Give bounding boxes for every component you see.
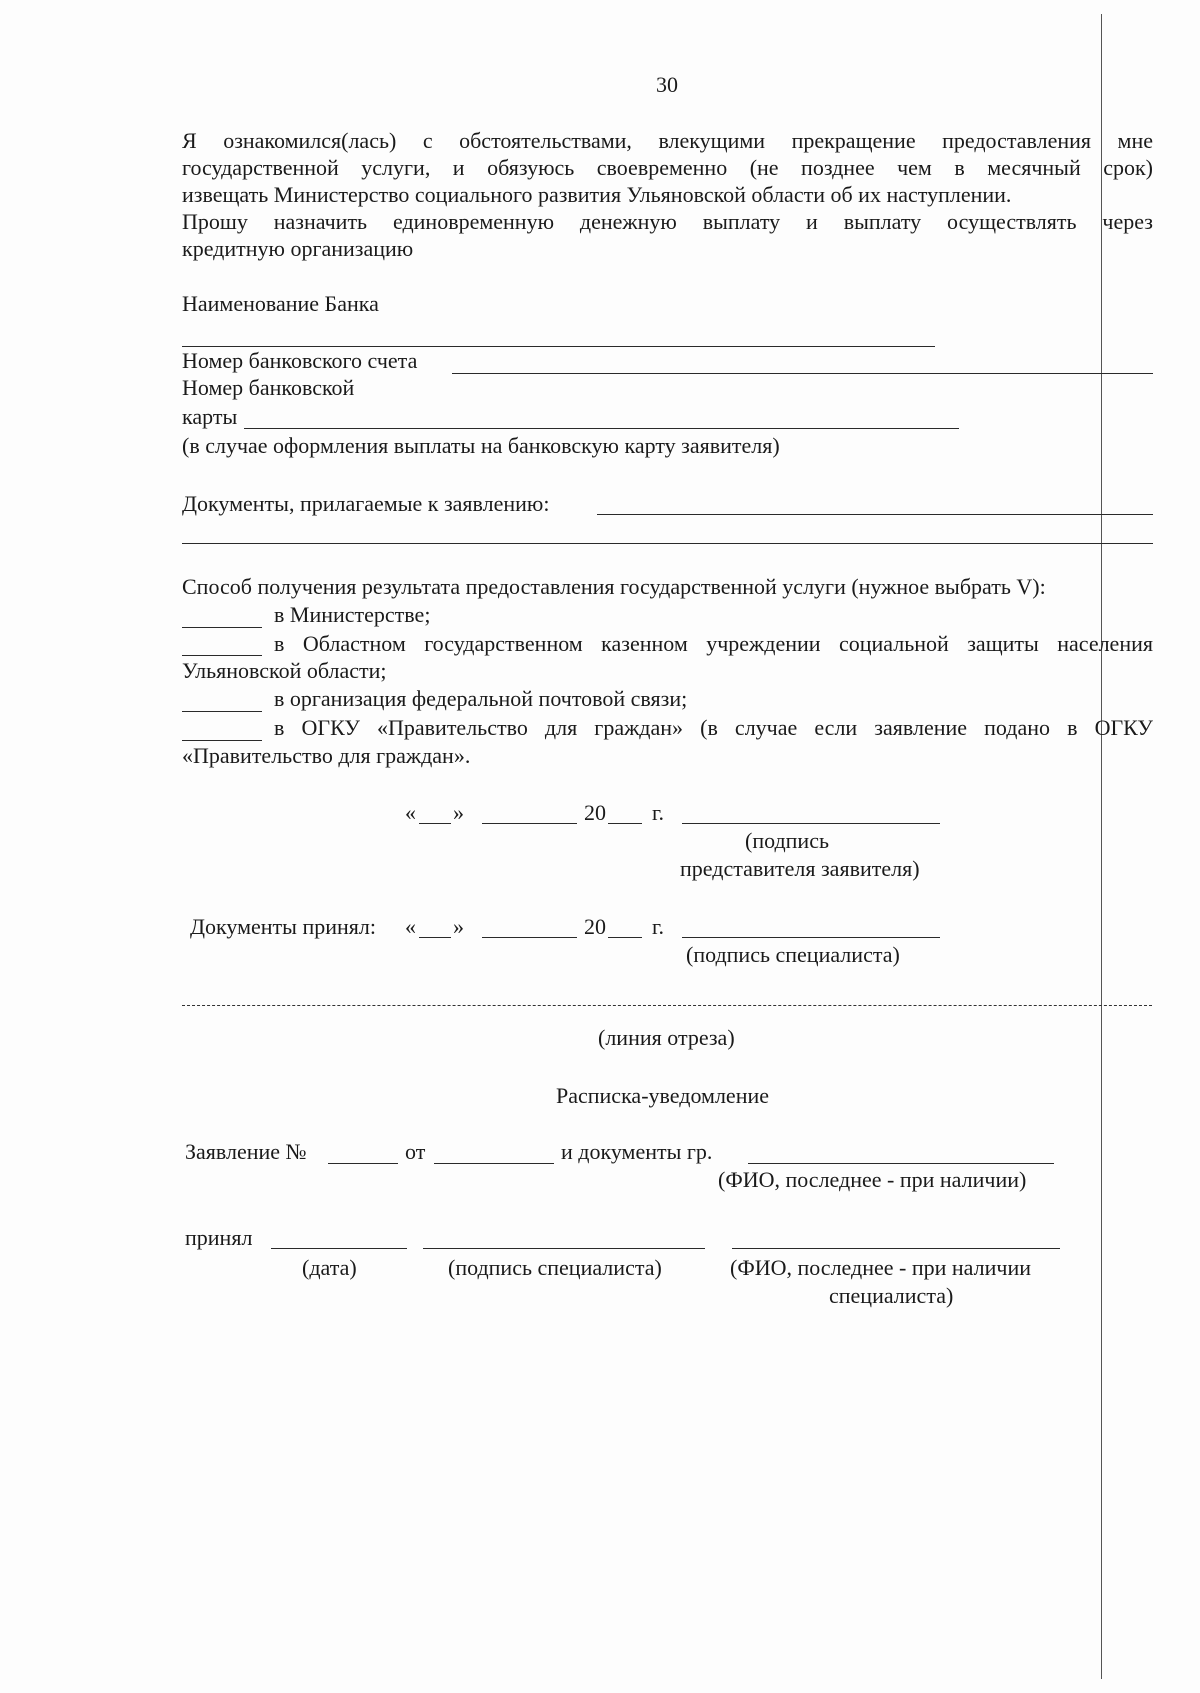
documents-label: Документы, прилагаемые к заявлению:	[182, 491, 550, 516]
intro-line-1: Я ознакомился(лась) с обстоятельствами, влекущими прекращение предоставления мне	[182, 128, 1153, 153]
intro-line-3: извещать Министерство социального развития Ульяновской области об их наступлении.	[182, 182, 1012, 207]
accepted-day-field[interactable]	[419, 937, 451, 938]
signature-field[interactable]	[682, 823, 940, 824]
signature-caption-2: представителя заявителя)	[680, 856, 920, 881]
method-option-2-checkfield[interactable]	[182, 655, 262, 656]
accepted-caption: (подпись специалиста)	[686, 942, 900, 967]
receipt-from-label: от	[405, 1139, 426, 1164]
signature-day-field[interactable]	[419, 823, 451, 824]
page-number: 30	[656, 72, 678, 97]
receipt-date-caption: (дата)	[302, 1255, 357, 1280]
bank-account-field[interactable]	[452, 373, 1153, 374]
accepted-month-field[interactable]	[482, 937, 577, 938]
scan-artifact-line	[1101, 14, 1102, 1679]
method-option-1: в Министерстве;	[274, 602, 431, 627]
cut-line-label: (линия отреза)	[598, 1025, 735, 1050]
receipt-fio-spec-caption-2: специалиста)	[829, 1283, 954, 1308]
receipt-fio-caption: (ФИО, последнее - при наличии)	[718, 1167, 1027, 1192]
method-option-4-line-2: «Правительство для граждан».	[182, 743, 471, 768]
receipt-accepted-sign-field[interactable]	[423, 1248, 705, 1249]
cut-line	[182, 1005, 1152, 1006]
accepted-quote-open: «	[405, 914, 416, 939]
method-heading: Способ получения результата предоставления государственной услуги (нужное выбрать V):	[182, 574, 1046, 599]
method-option-4-line-1: в ОГКУ «Правительство для граждан» (в случае если заявление подано в ОГКУ	[274, 715, 1153, 740]
receipt-fio-spec-caption-1: (ФИО, последнее - при наличии	[730, 1255, 1031, 1280]
accepted-quote-close: »	[453, 914, 464, 939]
intro-line-4: Прошу назначить единовременную денежную выплату и выплату осуществлять через	[182, 209, 1153, 234]
bank-card-label-2: карты	[182, 404, 238, 429]
receipt-date-field[interactable]	[434, 1163, 554, 1164]
method-option-2-line-1: в Областном государственном казенном учреждении социальной защиты населения	[274, 631, 1153, 656]
method-option-1-checkfield[interactable]	[182, 627, 262, 628]
bank-name-field[interactable]	[182, 346, 935, 347]
signature-quote-open: «	[405, 800, 416, 825]
bank-card-field[interactable]	[244, 428, 959, 429]
documents-field-1[interactable]	[597, 514, 1153, 515]
receipt-application-number-field[interactable]	[328, 1163, 398, 1164]
receipt-application-label: Заявление №	[185, 1139, 307, 1164]
bank-card-label-1: Номер банковской	[182, 375, 355, 400]
receipt-docs-label: и документы гр.	[561, 1139, 713, 1164]
signature-year-prefix: 20	[584, 800, 606, 825]
signature-year-field[interactable]	[608, 823, 642, 824]
accepted-signature-field[interactable]	[682, 937, 940, 938]
accepted-year-suffix: г.	[652, 914, 665, 939]
intro-line-5: кредитную организацию	[182, 236, 414, 261]
intro-line-2: государственной услуги, и обязуюсь своевременно (не позднее чем в месячный срок)	[182, 155, 1153, 180]
receipt-title: Расписка-уведомление	[556, 1083, 770, 1108]
receipt-accepted-label: принял	[185, 1225, 253, 1250]
signature-caption-1: (подпись	[745, 828, 830, 853]
signature-month-field[interactable]	[482, 823, 577, 824]
method-option-4-checkfield[interactable]	[182, 740, 262, 741]
receipt-accepted-date-field[interactable]	[271, 1248, 407, 1249]
method-option-2-line-2: Ульяновской области;	[182, 658, 387, 683]
bank-name-label: Наименование Банка	[182, 291, 379, 316]
bank-account-label: Номер банковского счета	[182, 348, 418, 373]
documents-field-2[interactable]	[182, 543, 1153, 544]
receipt-sign-caption: (подпись специалиста)	[448, 1255, 662, 1280]
method-option-3: в организация федеральной почтовой связи;	[274, 686, 688, 711]
signature-year-suffix: г.	[652, 800, 665, 825]
accepted-year-field[interactable]	[608, 937, 642, 938]
receipt-fio-field[interactable]	[748, 1163, 1054, 1164]
accepted-year-prefix: 20	[584, 914, 606, 939]
accepted-label: Документы принял:	[190, 914, 376, 939]
method-option-3-checkfield[interactable]	[182, 711, 262, 712]
receipt-accepted-fio-field[interactable]	[732, 1248, 1060, 1249]
bank-card-note: (в случае оформления выплаты на банковскую карту заявителя)	[182, 433, 780, 458]
signature-quote-close: »	[453, 800, 464, 825]
